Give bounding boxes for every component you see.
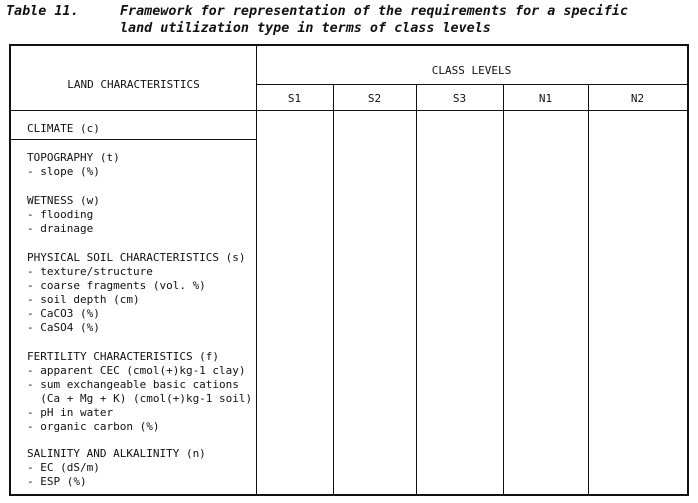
section-title: FERTILITY CHARACTERISTICS (f) [27,350,220,363]
list-item: - pH in water [27,406,114,419]
list-item: - texture/structure [27,265,153,278]
s3-n1-divider [503,84,504,494]
section-title: TOPOGRAPHY (t) [27,151,120,164]
class-level-s2: S2 [367,92,382,105]
requirements-table [9,44,689,496]
section-title: SALINITY AND ALKALINITY (n) [27,447,206,460]
class-level-s1: S1 [287,92,302,105]
list-item: - EC (dS/m) [27,461,100,474]
n1-n2-divider [588,84,589,494]
section-fertility [27,350,262,434]
list-item: - apparent CEC (cmol(+)kg-1 clay) [27,364,246,377]
section-topography [27,151,262,179]
list-item: - slope (%) [27,165,100,178]
section-title: PHYSICAL SOIL CHARACTERISTICS (s) [27,251,246,264]
list-item: - sum exchangeable basic cations [27,378,239,391]
class-levels-divider [256,84,687,85]
climate-divider [11,139,256,140]
section-salinity [27,447,262,489]
table-number: Table 11. [6,4,79,19]
list-item: - CaCO3 (%) [27,307,100,320]
section-title: CLIMATE (c) [27,122,100,135]
class-level-n1: N1 [538,92,553,105]
header-divider [11,110,687,111]
list-item: - coarse fragments (vol. %) [27,279,206,292]
s2-s3-divider [416,84,417,494]
section-climate [27,122,262,136]
list-item: - drainage [27,222,94,235]
list-item: (Ca + Mg + K) (cmol(+)kg-1 soil) [27,392,253,405]
class-level-s3: S3 [452,92,467,105]
list-item: - CaSO4 (%) [27,321,100,334]
table-title: Framework for representation of the requirements for a specific land utilization type in terms of class levels [120,4,628,36]
section-wetness [27,194,262,236]
list-item: - flooding [27,208,94,221]
s1-s2-divider [333,84,334,494]
list-item: - soil depth (cm) [27,293,140,306]
list-item: - ESP (%) [27,475,87,488]
list-item: - organic carbon (%) [27,420,160,433]
land-characteristics-header: LAND CHARACTERISTICS [67,78,200,91]
class-level-n2: N2 [630,92,645,105]
section-title: WETNESS (w) [27,194,100,207]
class-levels-header: CLASS LEVELS [431,64,512,77]
section-physical-soil [27,251,262,335]
